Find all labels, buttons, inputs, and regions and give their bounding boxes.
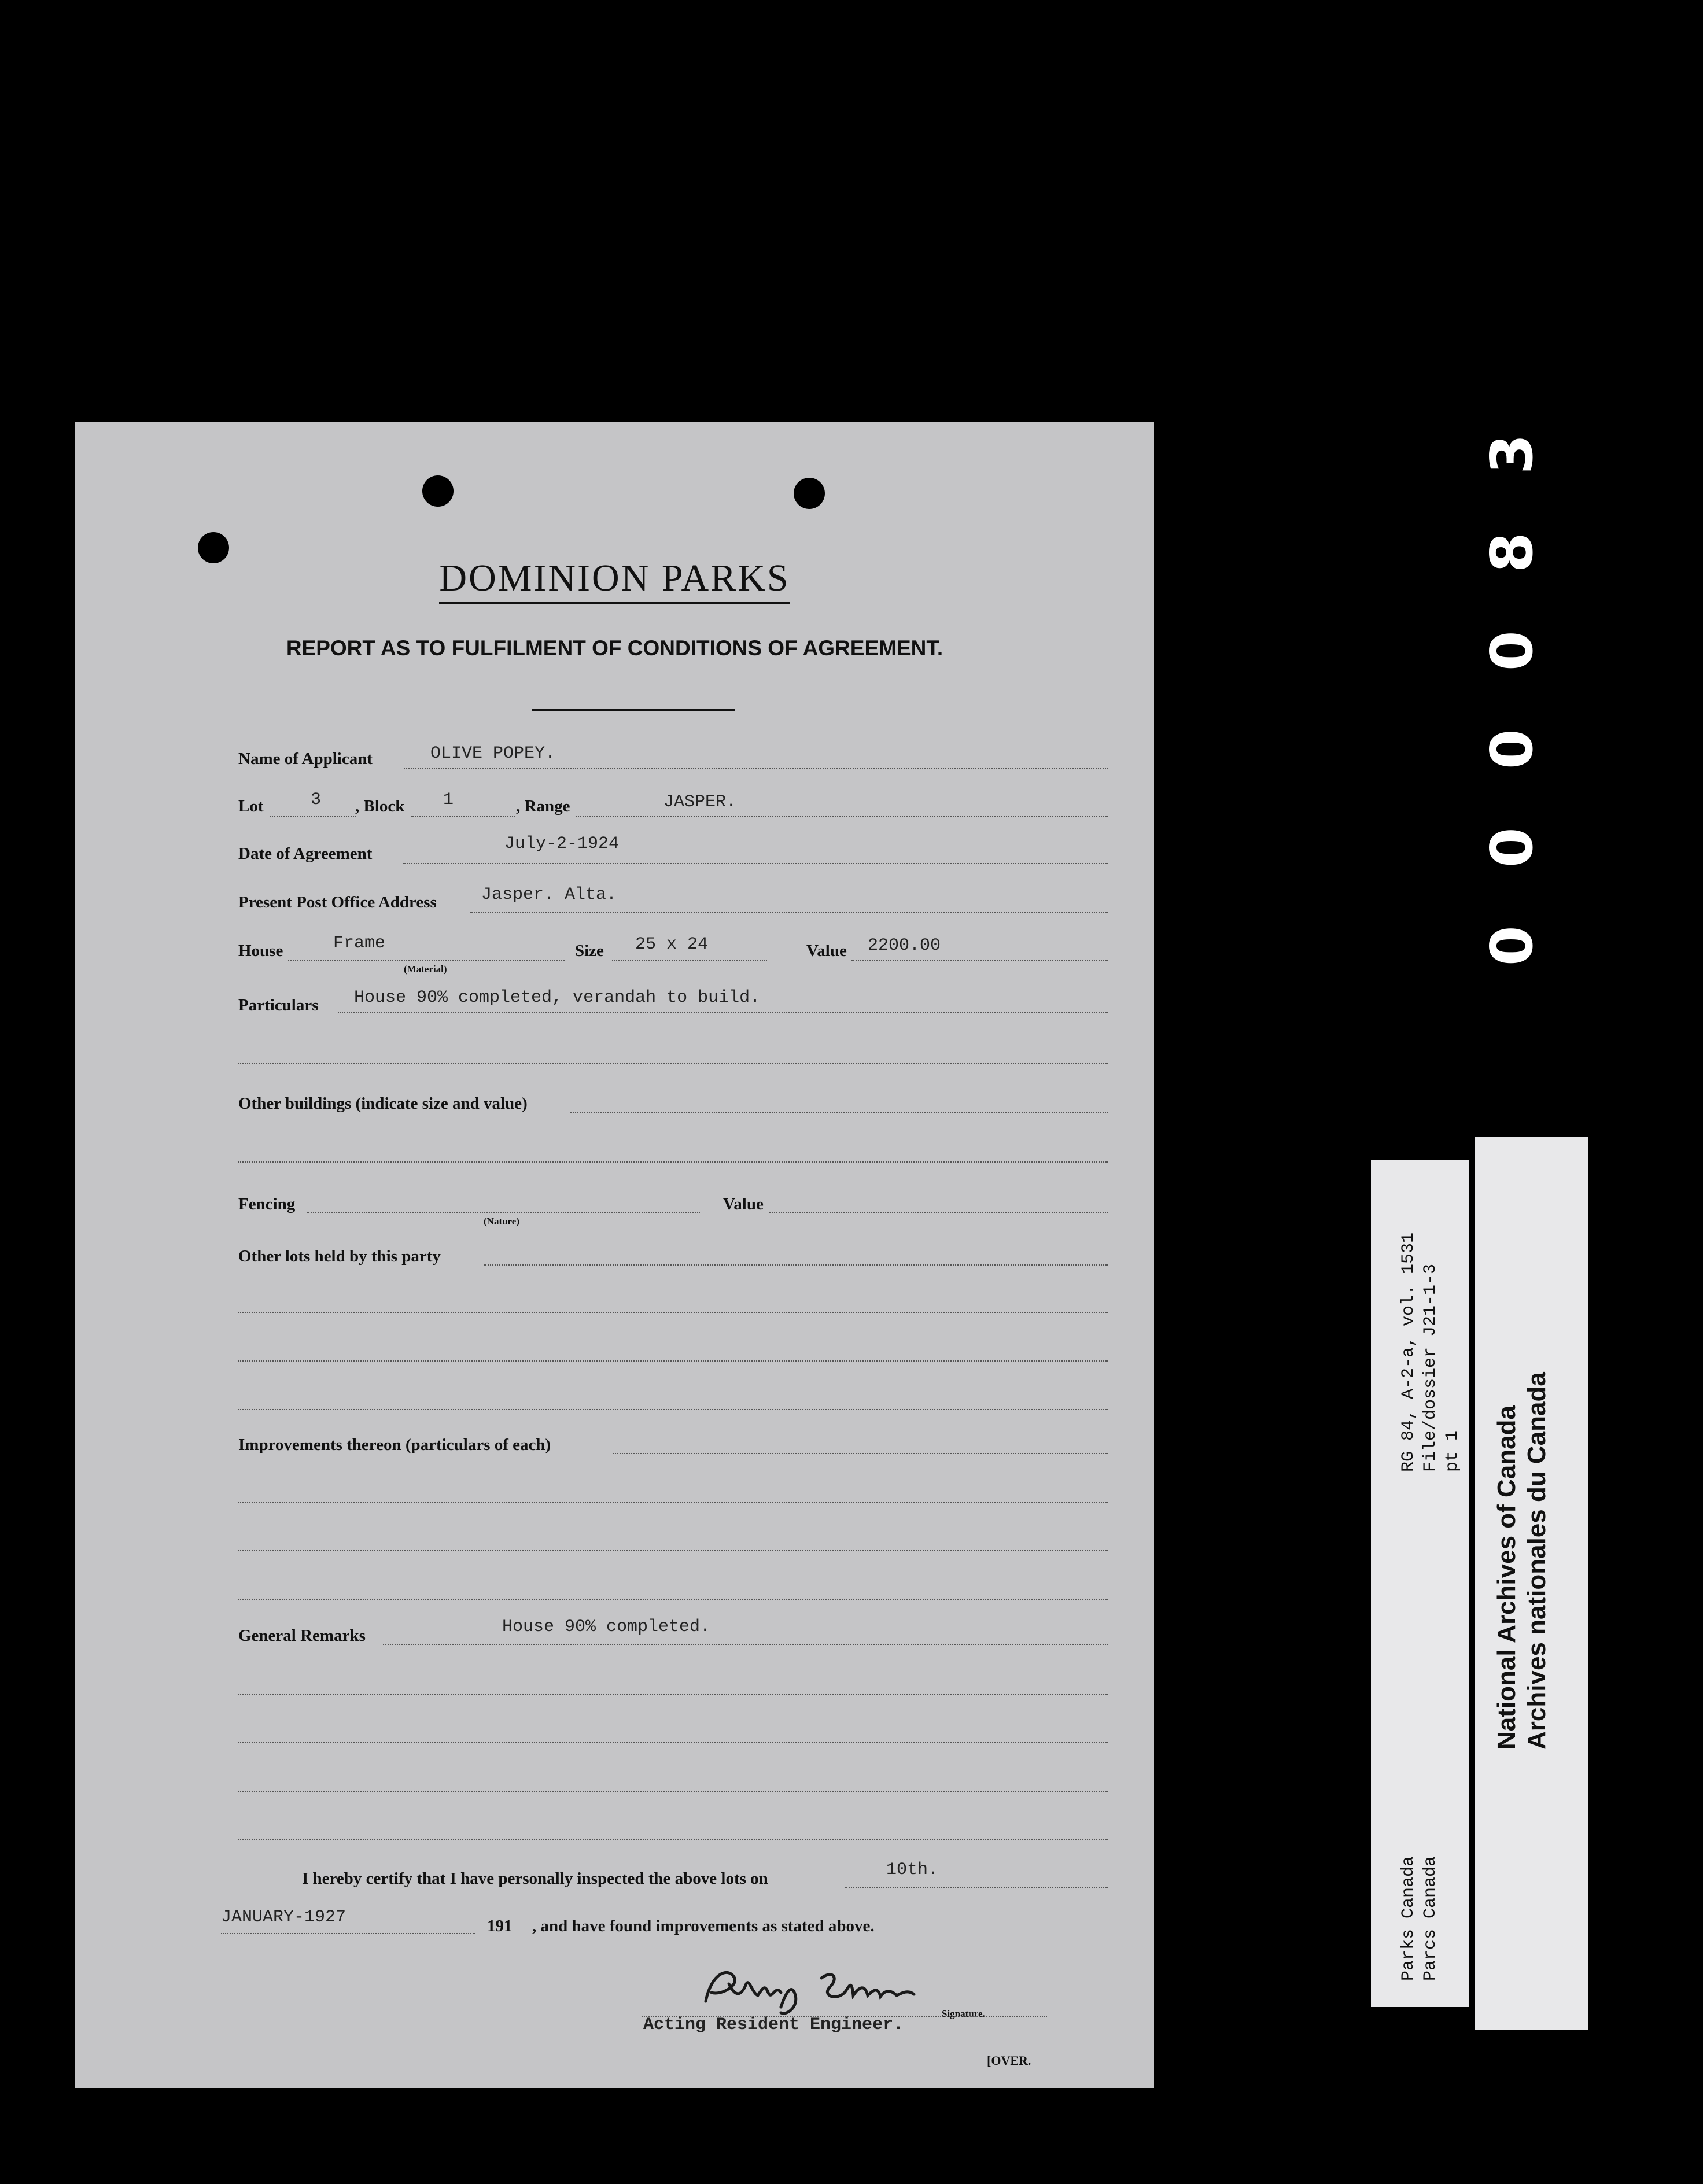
signature-note: Signature. — [942, 2008, 985, 2019]
remarks-line-2 — [238, 1694, 1108, 1695]
improvements-line-2 — [238, 1502, 1108, 1503]
house-line — [288, 960, 565, 961]
other-lots-line-3 — [238, 1360, 1108, 1362]
remarks-line-5 — [238, 1839, 1108, 1840]
other-buildings-line-2 — [238, 1161, 1108, 1163]
certification-day-line — [845, 1887, 1108, 1888]
archive-reference-label — [1371, 1160, 1469, 2007]
name-value: OLIVE POPEY. — [430, 744, 556, 763]
material-note: (Material) — [404, 964, 447, 975]
particulars-value: House 90% completed, verandah to build. — [354, 988, 761, 1008]
other-lots-line — [484, 1264, 1108, 1266]
remarks-line-4 — [238, 1791, 1108, 1792]
frame-number-digit: 0 — [1478, 630, 1546, 671]
improvements-line-3 — [238, 1550, 1108, 1551]
house-value: Frame — [333, 934, 386, 953]
other-buildings-line — [570, 1112, 1108, 1113]
other-lots-line-4 — [238, 1409, 1108, 1410]
remarks-value: House 90% completed. — [502, 1617, 711, 1637]
reference-line-3: pt 1 — [1443, 1430, 1462, 1472]
agency-line-2: Parcs Canada — [1421, 1855, 1440, 1981]
frame-number-digit: 0 — [1478, 925, 1546, 966]
frame-number — [1478, 405, 1546, 966]
fence-value-line — [769, 1212, 1108, 1213]
frame-number-digit: 0 — [1478, 729, 1546, 769]
particulars-line-2 — [238, 1063, 1108, 1064]
particulars-line — [338, 1012, 1108, 1013]
particulars-label: Particulars — [238, 996, 319, 1014]
frame-number-digit: 8 — [1478, 532, 1546, 573]
date-label: Date of Agreement — [238, 844, 373, 863]
address-value: Jasper. Alta. — [481, 885, 617, 905]
fencing-line — [307, 1212, 700, 1213]
archives-institution-label — [1475, 1137, 1588, 2030]
block-line — [411, 816, 515, 817]
range-value: JASPER. — [663, 792, 737, 812]
improvements-line-4 — [238, 1599, 1108, 1600]
remarks-label: General Remarks — [238, 1626, 366, 1645]
range-label: , Range — [516, 797, 570, 816]
agency-line-1: Parks Canada — [1399, 1855, 1418, 1981]
certification-suffix: , and have found improvements as stated above. — [532, 1917, 875, 1935]
certification-text: I hereby certify that I have personally inspected the above lots on — [302, 1869, 768, 1888]
size-value: 25 x 24 — [635, 935, 709, 954]
value-label: Value — [806, 942, 847, 960]
value-line — [852, 960, 1108, 961]
nature-note: (Nature) — [484, 1216, 519, 1227]
remarks-line-3 — [238, 1742, 1108, 1743]
certification-month: JANUARY-1927 — [221, 1908, 347, 1927]
fencing-label: Fencing — [238, 1195, 296, 1213]
address-line — [470, 912, 1108, 913]
reference-line-2: File/dossier J21-1-3 — [1421, 1263, 1440, 1472]
range-line — [576, 816, 1108, 817]
signature-title: Acting Resident Engineer. — [643, 2015, 904, 2035]
lot-line — [270, 816, 356, 817]
name-label: Name of Applicant — [238, 750, 373, 768]
house-value-amount: 2200.00 — [868, 936, 941, 956]
size-label: Size — [575, 942, 604, 960]
address-label: Present Post Office Address — [238, 893, 437, 912]
size-line — [612, 960, 767, 961]
improvements-line — [613, 1453, 1108, 1454]
frame-number-digit: 3 — [1478, 434, 1546, 474]
remarks-line — [383, 1644, 1108, 1645]
frame-number-digit: 0 — [1478, 827, 1546, 868]
improvements-label: Improvements thereon (particulars of each) — [238, 1436, 551, 1454]
archives-line-2: Archives nationales du Canada — [1523, 1372, 1551, 1750]
block-label: , Block — [355, 797, 405, 816]
other-lots-line-2 — [238, 1312, 1108, 1313]
divider — [532, 709, 735, 711]
document-subtitle: REPORT AS TO FULFILMENT OF CONDITIONS OF AGREEMENT. — [286, 636, 943, 660]
date-line — [403, 863, 1108, 864]
house-label: House — [238, 942, 283, 960]
reference-line-1: RG 84, A-2-a, vol. 1531 — [1399, 1232, 1418, 1472]
punch-hole — [422, 475, 454, 507]
certification-month-line — [221, 1933, 475, 1934]
block-value: 1 — [443, 790, 454, 810]
certification-day: 10th. — [886, 1860, 939, 1880]
lot-value: 3 — [311, 790, 322, 810]
document-page — [75, 422, 1154, 2088]
archives-line-1: National Archives of Canada — [1492, 1405, 1521, 1750]
punch-hole — [794, 478, 825, 509]
lot-label: Lot — [238, 797, 264, 816]
document-title: DOMINION PARKS — [75, 556, 1154, 600]
fence-value-label: Value — [723, 1195, 764, 1213]
other-lots-label: Other lots held by this party — [238, 1247, 441, 1266]
other-buildings-label: Other buildings (indicate size and value) — [238, 1094, 528, 1113]
over-note: [OVER. — [987, 2053, 1031, 2068]
date-value: July-2-1924 — [504, 834, 620, 854]
certification-year-prefix: 191 — [487, 1917, 513, 1935]
name-line — [404, 768, 1108, 769]
